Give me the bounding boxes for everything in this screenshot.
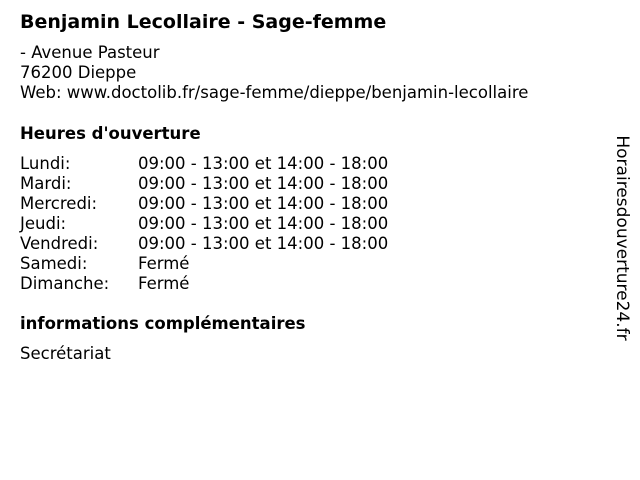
day-label: Samedi: [20, 254, 88, 273]
address-block [20, 43, 528, 103]
website-line: Web: www.doctolib.fr/sage-femme/dieppe/benjamin-lecollaire [20, 83, 529, 102]
opening-hours-table [20, 154, 388, 294]
hours-row [20, 254, 388, 274]
opening-hours-heading: Heures d'ouverture [20, 124, 201, 143]
day-label: Lundi: [20, 154, 71, 173]
day-hours: 09:00 - 13:00 et 14:00 - 18:00 [138, 194, 389, 213]
day-label: Dimanche: [20, 274, 110, 293]
additional-info-text: Secrétariat [20, 344, 111, 363]
hours-row [20, 154, 388, 174]
hours-row [20, 214, 388, 234]
hours-row [20, 234, 388, 254]
address-street: - Avenue Pasteur [20, 43, 160, 62]
hours-row [20, 274, 388, 294]
page-title: Benjamin Lecollaire - Sage-femme [20, 11, 387, 33]
day-hours: Fermé [138, 254, 190, 273]
address-city: 76200 Dieppe [20, 63, 137, 82]
day-hours: 09:00 - 13:00 et 14:00 - 18:00 [138, 234, 389, 253]
site-watermark: Horairesdouverture24.fr [612, 135, 632, 341]
day-hours: 09:00 - 13:00 et 14:00 - 18:00 [138, 154, 389, 173]
additional-info-heading: informations complémentaires [20, 314, 306, 333]
hours-row [20, 194, 388, 214]
day-label: Vendredi: [20, 234, 99, 253]
day-hours: 09:00 - 13:00 et 14:00 - 18:00 [138, 174, 389, 193]
day-label: Mercredi: [20, 194, 98, 213]
hours-row [20, 174, 388, 194]
day-hours: Fermé [138, 274, 190, 293]
day-label: Mardi: [20, 174, 72, 193]
day-label: Jeudi: [20, 214, 67, 233]
day-hours: 09:00 - 13:00 et 14:00 - 18:00 [138, 214, 389, 233]
